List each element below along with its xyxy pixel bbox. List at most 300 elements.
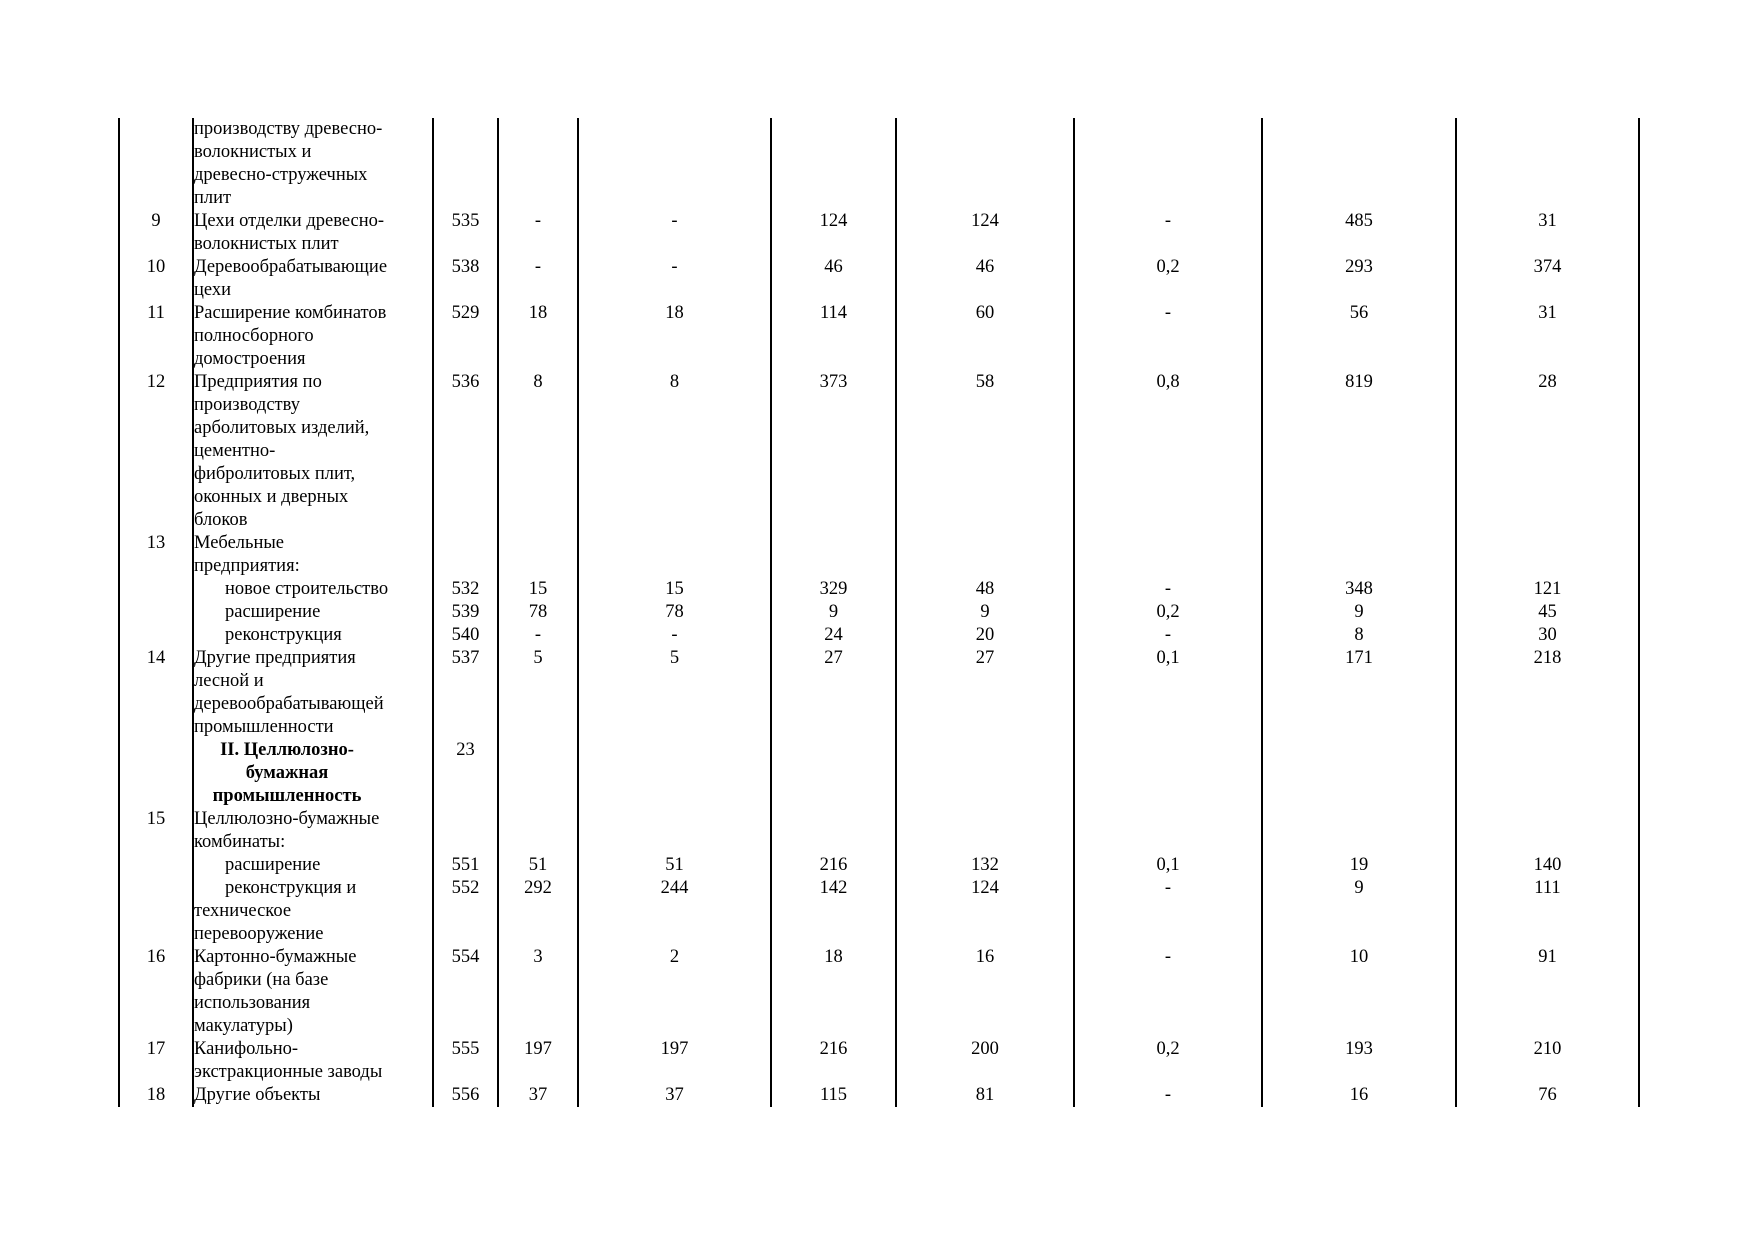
cell-value-2: [578, 923, 771, 946]
cell-value-1: 3: [498, 946, 578, 969]
cell-code: 555: [433, 1038, 498, 1061]
cell-value-4: [896, 716, 1074, 739]
cell-enterprise-name: плит: [193, 187, 433, 210]
cell-row-number: [119, 992, 193, 1015]
cell-code: [433, 762, 498, 785]
cell-value-6: [1262, 187, 1456, 210]
cell-value-6: [1262, 992, 1456, 1015]
cell-value-5: -: [1074, 210, 1262, 233]
cell-value-5: [1074, 532, 1262, 555]
cell-value-5: [1074, 394, 1262, 417]
cell-value-3: [771, 1061, 896, 1084]
table-row: [119, 900, 1639, 923]
cell-value-2: [578, 808, 771, 831]
cell-value-7: 91: [1456, 946, 1639, 969]
cell-value-3: 27: [771, 647, 896, 670]
cell-value-2: 5: [578, 647, 771, 670]
cell-value-4: [896, 141, 1074, 164]
cell-value-5: [1074, 785, 1262, 808]
cell-value-7: 28: [1456, 371, 1639, 394]
cell-value-2: [578, 555, 771, 578]
cell-value-1: [498, 164, 578, 187]
cell-value-5: -: [1074, 877, 1262, 900]
cell-value-3: [771, 785, 896, 808]
cell-value-5: [1074, 716, 1262, 739]
cell-value-7: 31: [1456, 302, 1639, 325]
cell-enterprise-name: Канифольно-: [193, 1038, 433, 1061]
table-row: [119, 785, 1639, 808]
cell-value-2: [578, 1015, 771, 1038]
cell-code: [433, 785, 498, 808]
cell-value-1: 51: [498, 854, 578, 877]
cell-value-7: [1456, 233, 1639, 256]
cell-value-7: [1456, 808, 1639, 831]
table-row: [119, 670, 1639, 693]
cell-value-5: 0,1: [1074, 647, 1262, 670]
cell-row-number: [119, 118, 193, 141]
cell-value-3: 142: [771, 877, 896, 900]
cell-value-3: 329: [771, 578, 896, 601]
cell-value-2: -: [578, 256, 771, 279]
cell-value-2: [578, 900, 771, 923]
cell-value-7: 76: [1456, 1084, 1639, 1107]
cell-enterprise-name: Другие предприятия: [193, 647, 433, 670]
table-row: [119, 463, 1639, 486]
cell-row-number: [119, 325, 193, 348]
cell-value-2: 37: [578, 1084, 771, 1107]
cell-value-5: [1074, 141, 1262, 164]
cell-row-number: [119, 187, 193, 210]
cell-value-4: [896, 992, 1074, 1015]
cell-code: 552: [433, 877, 498, 900]
cell-value-2: [578, 463, 771, 486]
cell-row-number: [119, 440, 193, 463]
cell-value-5: [1074, 1015, 1262, 1038]
cell-value-4: 9: [896, 601, 1074, 624]
cell-value-7: 140: [1456, 854, 1639, 877]
cell-value-6: [1262, 141, 1456, 164]
cell-value-3: [771, 463, 896, 486]
cell-value-7: [1456, 762, 1639, 785]
cell-value-1: [498, 555, 578, 578]
cell-value-4: 132: [896, 854, 1074, 877]
cell-value-4: 124: [896, 877, 1074, 900]
cell-value-1: [498, 394, 578, 417]
cell-value-1: [498, 141, 578, 164]
cell-value-5: [1074, 923, 1262, 946]
cell-enterprise-name: арболитовых изделий,: [193, 417, 433, 440]
cell-value-4: 60: [896, 302, 1074, 325]
cell-value-5: -: [1074, 946, 1262, 969]
cell-value-3: [771, 279, 896, 302]
table-row: [119, 808, 1639, 831]
cell-value-7: 121: [1456, 578, 1639, 601]
cell-value-7: [1456, 1015, 1639, 1038]
cell-value-5: -: [1074, 578, 1262, 601]
cell-value-6: [1262, 693, 1456, 716]
cell-value-6: 9: [1262, 877, 1456, 900]
cell-value-6: [1262, 1061, 1456, 1084]
cell-value-1: [498, 532, 578, 555]
cell-code: [433, 118, 498, 141]
cell-value-3: [771, 555, 896, 578]
cell-value-3: 216: [771, 854, 896, 877]
cell-value-2: [578, 486, 771, 509]
cell-enterprise-name: производству: [193, 394, 433, 417]
cell-value-4: [896, 1061, 1074, 1084]
cell-value-4: 16: [896, 946, 1074, 969]
table-row: [119, 716, 1639, 739]
cell-value-2: [578, 785, 771, 808]
cell-value-2: 2: [578, 946, 771, 969]
cell-value-1: [498, 831, 578, 854]
table-row: [119, 624, 1639, 647]
cell-value-1: [498, 739, 578, 762]
cell-value-6: [1262, 555, 1456, 578]
cell-value-4: [896, 509, 1074, 532]
cell-code: [433, 969, 498, 992]
cell-value-4: [896, 785, 1074, 808]
cell-row-number: [119, 578, 193, 601]
cell-enterprise-name: реконструкция и: [193, 877, 433, 900]
cell-value-6: [1262, 509, 1456, 532]
cell-value-2: [578, 532, 771, 555]
cell-value-5: [1074, 187, 1262, 210]
cell-value-3: [771, 831, 896, 854]
cell-row-number: 12: [119, 371, 193, 394]
cell-value-5: [1074, 279, 1262, 302]
cell-code: [433, 693, 498, 716]
cell-row-number: [119, 417, 193, 440]
cell-value-5: [1074, 348, 1262, 371]
cell-value-4: 46: [896, 256, 1074, 279]
cell-value-2: [578, 118, 771, 141]
cell-value-2: 8: [578, 371, 771, 394]
table-body: [119, 118, 1639, 1107]
cell-value-1: 78: [498, 601, 578, 624]
cell-value-6: [1262, 716, 1456, 739]
cell-row-number: [119, 923, 193, 946]
cell-value-3: [771, 808, 896, 831]
cell-row-number: [119, 279, 193, 302]
cell-enterprise-name: промышленности: [193, 716, 433, 739]
table-row: [119, 141, 1639, 164]
cell-value-1: 5: [498, 647, 578, 670]
cell-value-5: -: [1074, 1084, 1262, 1107]
cell-code: [433, 164, 498, 187]
cell-value-3: [771, 1015, 896, 1038]
cell-value-1: 37: [498, 1084, 578, 1107]
cell-value-6: [1262, 670, 1456, 693]
cell-value-2: [578, 279, 771, 302]
cell-value-5: [1074, 1061, 1262, 1084]
table-row: [119, 371, 1639, 394]
cell-row-number: [119, 348, 193, 371]
cell-enterprise-name: цехи: [193, 279, 433, 302]
table-row: [119, 1015, 1639, 1038]
table-row: [119, 417, 1639, 440]
cell-enterprise-name: блоков: [193, 509, 433, 532]
cell-value-5: [1074, 233, 1262, 256]
cell-code: [433, 532, 498, 555]
cell-value-7: [1456, 1061, 1639, 1084]
cell-value-3: [771, 693, 896, 716]
cell-value-1: [498, 923, 578, 946]
cell-value-2: [578, 992, 771, 1015]
cell-code: [433, 831, 498, 854]
cell-value-2: [578, 670, 771, 693]
cell-value-5: [1074, 440, 1262, 463]
cell-value-7: [1456, 463, 1639, 486]
cell-value-5: [1074, 118, 1262, 141]
cell-value-5: [1074, 831, 1262, 854]
cell-row-number: [119, 233, 193, 256]
cell-enterprise-name: промышленность: [193, 785, 433, 808]
cell-row-number: [119, 854, 193, 877]
cell-value-6: 171: [1262, 647, 1456, 670]
table-row: [119, 877, 1639, 900]
cell-value-2: [578, 141, 771, 164]
table-row: [119, 325, 1639, 348]
cell-value-5: [1074, 739, 1262, 762]
cell-value-4: [896, 164, 1074, 187]
cell-value-5: 0,2: [1074, 256, 1262, 279]
cell-enterprise-name: волокнистых плит: [193, 233, 433, 256]
cell-value-4: [896, 900, 1074, 923]
cell-value-6: 193: [1262, 1038, 1456, 1061]
cell-row-number: 13: [119, 532, 193, 555]
cell-value-6: [1262, 532, 1456, 555]
cell-row-number: 16: [119, 946, 193, 969]
cell-value-5: [1074, 164, 1262, 187]
table-row: [119, 486, 1639, 509]
cell-value-4: [896, 739, 1074, 762]
cell-row-number: [119, 1061, 193, 1084]
table-row: [119, 279, 1639, 302]
cell-enterprise-name: бумажная: [193, 762, 433, 785]
cell-code: 537: [433, 647, 498, 670]
cell-value-2: [578, 417, 771, 440]
cell-value-1: [498, 348, 578, 371]
cell-value-6: [1262, 486, 1456, 509]
cell-enterprise-name: экстракционные заводы: [193, 1061, 433, 1084]
cell-value-7: [1456, 532, 1639, 555]
cell-value-3: [771, 440, 896, 463]
cell-code: [433, 670, 498, 693]
cell-enterprise-name: перевооружение: [193, 923, 433, 946]
cell-value-7: [1456, 716, 1639, 739]
cell-value-4: [896, 279, 1074, 302]
cell-value-7: [1456, 164, 1639, 187]
cell-value-5: 0,2: [1074, 601, 1262, 624]
cell-value-6: [1262, 440, 1456, 463]
cell-value-1: [498, 118, 578, 141]
cell-enterprise-name: Другие объекты: [193, 1084, 433, 1107]
cell-value-2: [578, 325, 771, 348]
cell-value-5: [1074, 325, 1262, 348]
cell-value-3: [771, 739, 896, 762]
table-row: [119, 509, 1639, 532]
cell-row-number: 15: [119, 808, 193, 831]
cell-value-7: [1456, 440, 1639, 463]
table-row: [119, 969, 1639, 992]
cell-enterprise-name: волокнистых и: [193, 141, 433, 164]
cell-value-6: [1262, 118, 1456, 141]
cell-value-7: [1456, 693, 1639, 716]
cell-value-6: [1262, 394, 1456, 417]
cell-code: [433, 463, 498, 486]
cell-value-7: [1456, 118, 1639, 141]
cell-value-4: [896, 969, 1074, 992]
cell-enterprise-name: II. Целлюлозно-: [193, 739, 433, 762]
cell-value-3: [771, 900, 896, 923]
cell-value-2: [578, 164, 771, 187]
cell-code: [433, 1015, 498, 1038]
cell-code: [433, 187, 498, 210]
cell-value-3: [771, 164, 896, 187]
cell-row-number: [119, 141, 193, 164]
cell-value-7: [1456, 831, 1639, 854]
cell-value-5: [1074, 463, 1262, 486]
cell-row-number: [119, 831, 193, 854]
cell-value-3: [771, 141, 896, 164]
cell-value-2: -: [578, 210, 771, 233]
cell-code: 529: [433, 302, 498, 325]
cell-value-3: [771, 187, 896, 210]
cell-enterprise-name: Картонно-бумажные: [193, 946, 433, 969]
cell-value-1: [498, 463, 578, 486]
cell-value-7: [1456, 348, 1639, 371]
cell-row-number: [119, 785, 193, 808]
cell-code: [433, 348, 498, 371]
cell-value-4: [896, 187, 1074, 210]
cell-enterprise-name: производству древесно-: [193, 118, 433, 141]
cell-value-2: 197: [578, 1038, 771, 1061]
cell-enterprise-name: цементно-: [193, 440, 433, 463]
cell-value-4: [896, 417, 1074, 440]
table-row: [119, 578, 1639, 601]
table-row: [119, 762, 1639, 785]
cell-value-7: [1456, 900, 1639, 923]
cell-enterprise-name: деревообрабатывающей: [193, 693, 433, 716]
cell-enterprise-name: Расширение комбинатов: [193, 302, 433, 325]
cell-value-6: [1262, 348, 1456, 371]
cell-value-4: [896, 348, 1074, 371]
table-row: [119, 647, 1639, 670]
cell-value-6: [1262, 831, 1456, 854]
cell-row-number: [119, 739, 193, 762]
cell-value-2: [578, 762, 771, 785]
table-row: [119, 164, 1639, 187]
cell-value-6: 485: [1262, 210, 1456, 233]
cell-row-number: [119, 900, 193, 923]
table-row: [119, 187, 1639, 210]
cell-value-3: 373: [771, 371, 896, 394]
cell-row-number: [119, 624, 193, 647]
cell-value-3: [771, 923, 896, 946]
cell-value-4: 124: [896, 210, 1074, 233]
table-row: [119, 992, 1639, 1015]
table-row: [119, 1084, 1639, 1107]
table-row: [119, 118, 1639, 141]
cell-value-7: [1456, 992, 1639, 1015]
cell-value-4: [896, 532, 1074, 555]
cell-value-6: 19: [1262, 854, 1456, 877]
cell-value-6: [1262, 785, 1456, 808]
cell-value-5: 0,2: [1074, 1038, 1262, 1061]
table-row: [119, 555, 1639, 578]
cell-value-3: 18: [771, 946, 896, 969]
cell-value-6: [1262, 325, 1456, 348]
cell-value-3: 114: [771, 302, 896, 325]
cell-value-7: 45: [1456, 601, 1639, 624]
cell-value-7: 210: [1456, 1038, 1639, 1061]
cell-value-1: [498, 509, 578, 532]
cell-enterprise-name: лесной и: [193, 670, 433, 693]
cell-enterprise-name: Мебельные: [193, 532, 433, 555]
cell-value-3: 46: [771, 256, 896, 279]
cell-row-number: 11: [119, 302, 193, 325]
cell-row-number: [119, 555, 193, 578]
cell-enterprise-name: расширение: [193, 854, 433, 877]
cell-value-1: -: [498, 210, 578, 233]
cell-enterprise-name: Деревообрабатывающие: [193, 256, 433, 279]
cell-code: [433, 992, 498, 1015]
cell-value-1: [498, 693, 578, 716]
cell-value-3: [771, 716, 896, 739]
cell-value-1: [498, 808, 578, 831]
cell-value-2: [578, 440, 771, 463]
table-row: [119, 302, 1639, 325]
cell-value-5: [1074, 900, 1262, 923]
table-row: [119, 923, 1639, 946]
cell-value-1: 18: [498, 302, 578, 325]
table-row: [119, 946, 1639, 969]
cell-value-3: [771, 118, 896, 141]
cell-value-7: [1456, 187, 1639, 210]
cell-enterprise-name: использования: [193, 992, 433, 1015]
cell-enterprise-name: древесно-стружечных: [193, 164, 433, 187]
cell-enterprise-name: полносборного: [193, 325, 433, 348]
cell-value-1: [498, 233, 578, 256]
cell-code: 538: [433, 256, 498, 279]
cell-value-1: 292: [498, 877, 578, 900]
cell-value-3: 115: [771, 1084, 896, 1107]
cell-value-5: [1074, 992, 1262, 1015]
cell-value-1: 197: [498, 1038, 578, 1061]
cell-value-3: 9: [771, 601, 896, 624]
cell-code: 556: [433, 1084, 498, 1107]
cell-code: 554: [433, 946, 498, 969]
table-row: [119, 440, 1639, 463]
cell-value-7: 374: [1456, 256, 1639, 279]
cell-value-4: 27: [896, 647, 1074, 670]
cell-value-5: [1074, 486, 1262, 509]
cell-code: [433, 440, 498, 463]
cell-value-5: [1074, 693, 1262, 716]
cell-enterprise-name: Цехи отделки древесно-: [193, 210, 433, 233]
cell-enterprise-name: комбинаты:: [193, 831, 433, 854]
cell-row-number: [119, 509, 193, 532]
cell-value-1: [498, 325, 578, 348]
cell-value-3: [771, 348, 896, 371]
cell-row-number: [119, 164, 193, 187]
cell-value-2: [578, 739, 771, 762]
table-row: [119, 348, 1639, 371]
cell-row-number: [119, 762, 193, 785]
cell-value-1: [498, 900, 578, 923]
cell-enterprise-name: реконструкция: [193, 624, 433, 647]
